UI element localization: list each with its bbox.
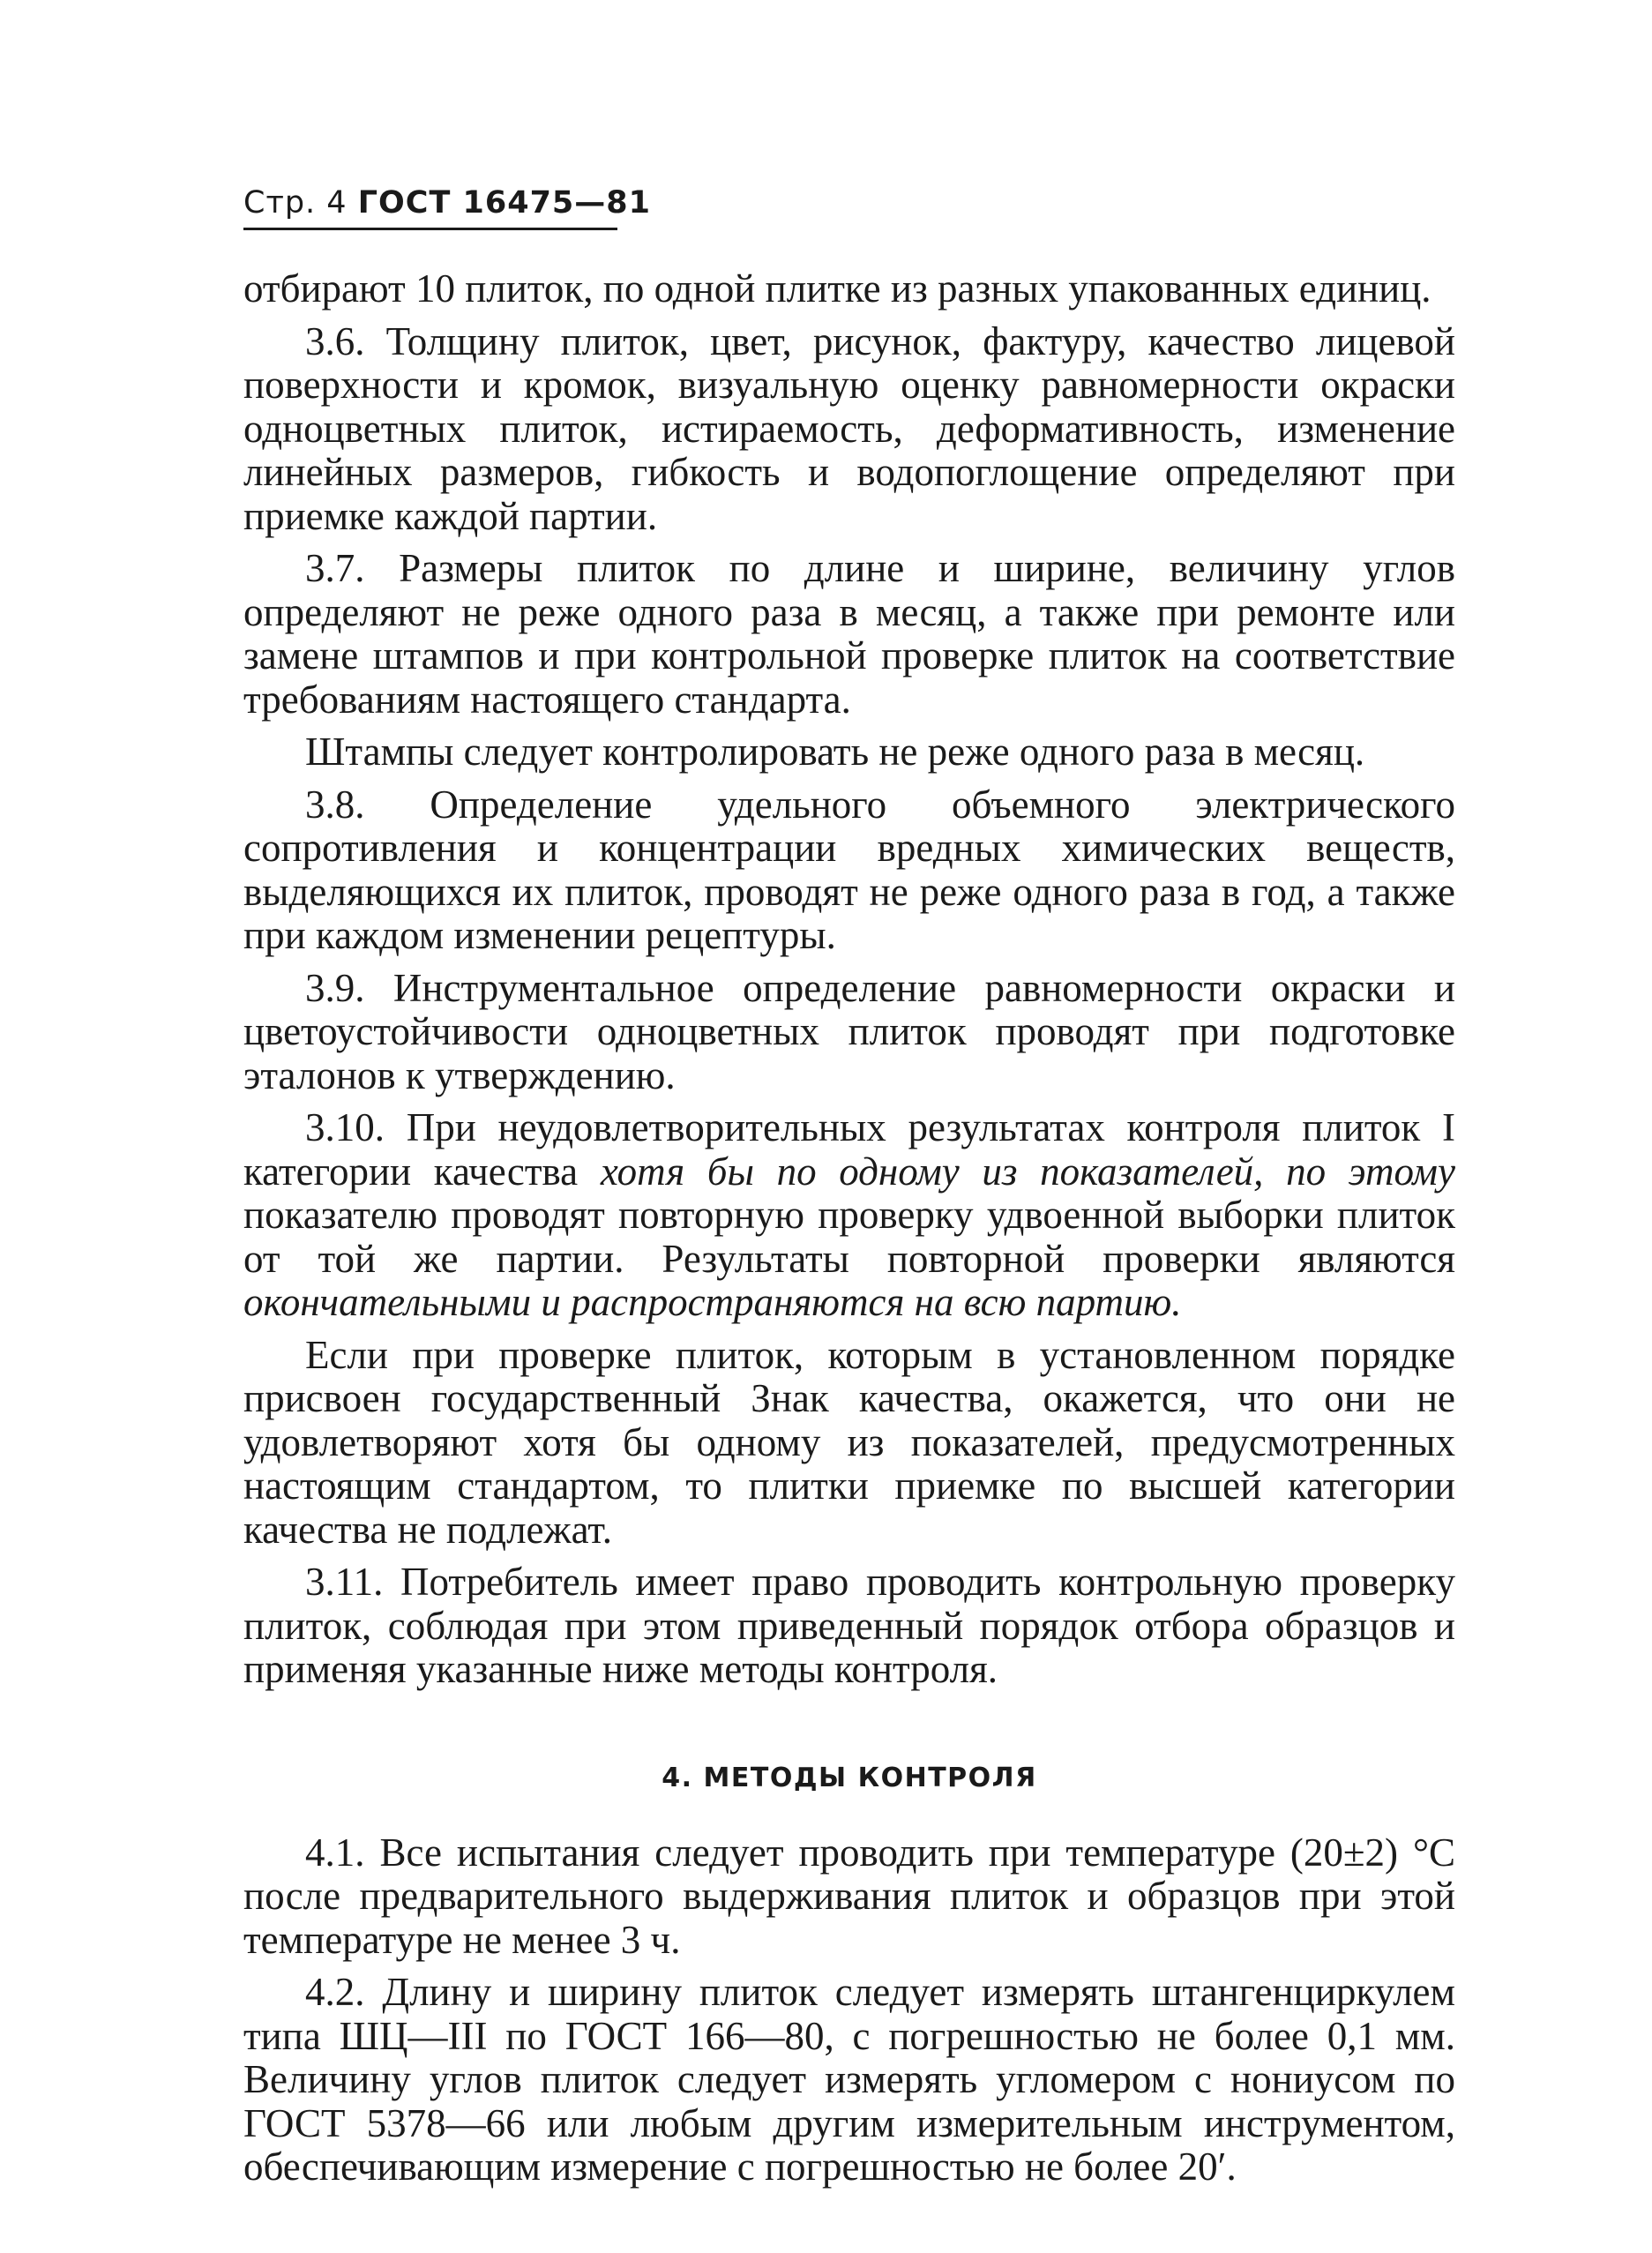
body-text <box>243 267 1455 2198</box>
section-title: 4. МЕТОДЫ КОНТРОЛЯ <box>662 1762 1037 1793</box>
paragraph-3-8: 3.8. Определение удельного объемного электрического сопротивления и концентрации вредных химических веществ, выделяющихся их плиток, проводят не реже одного раза в год, а также при каждом изменении рецептуры. <box>243 782 1455 957</box>
paragraph-continuation: отбирают 10 плиток, по одной плитке из разных упакованных единиц. <box>243 266 1431 311</box>
paragraph-4-2: 4.2. Длину и ширину плиток следует измерять штангенциркулем типа ШЦ—III по ГОСТ 166—80, с погрешностью не более 0,1 мм. Величину углов плиток следует измерять угломером с нониусом по ГОСТ 5378—66 или любым другим измерительным инструментом, обеспечивающим измерение с погрешностью не более 20′. <box>243 1970 1455 2189</box>
paragraph-3-10-italic-b: хотя бы по одному из показателей, по этому <box>600 1149 1455 1194</box>
page-number-label: Стр. 4 <box>243 185 348 221</box>
header-rule <box>243 228 617 230</box>
paragraph-3-10-italic-d: окончательными и распространяются на всю партию. <box>243 1280 1182 1324</box>
paragraph-3-7: 3.7. Размеры плиток по длине и ширине, величину углов определяют не реже одного раза в месяц, а также при ремонте или замене штампов и при контрольной проверке плиток на соответствие требованиям настоящего стандарта. <box>243 546 1455 722</box>
paragraph-quality-mark: Если при проверке плиток, которым в установленном порядке присвоен государственный Знак качества, окажется, что они не удовлетворяют хотя бы одному из показателей, предусмотренных настоящим стандартом, то плитки приемке по высшей категории качества не подлежат. <box>243 1332 1455 1552</box>
paragraph-3-11: 3.11. Потребитель имеет право проводить контрольную проверку плиток, соблюдая при этом приведенный порядок отбора образцов и применяя указанные ниже методы контроля. <box>243 1560 1455 1691</box>
paragraph-3-9: 3.9. Инструментальное определение равномерности окраски и цветоустойчивости одноцветных плиток проводят при подготовке эталонов к утверждению. <box>243 965 1455 1097</box>
standard-code: ГОСТ 16475—81 <box>357 185 651 221</box>
paragraph-3-10-part-a: 3.10. При неудовлетворительных результатах контроля плиток I категории качества <box>243 1105 1455 1194</box>
paragraph-3-6: 3.6. Толщину плиток, цвет, рисунок, фактуру, качество лицевой поверхности и кромок, визуальную оценку равномерности окраски одноцветных плиток, истираемость, деформативность, изменение линейных размеров, гибкость и водопоглощение определяют при приемке каждой партии. <box>243 318 1455 538</box>
paragraph-4-1: 4.1. Все испытания следует проводить при температуре (20±2) °С после предварительного выдерживания плиток и образцов при этой температуре не менее 3 ч. <box>243 1830 1455 1962</box>
paragraph-3-10 <box>243 1106 1455 1325</box>
paragraph-3-10-part-c: показателю проводят повторную проверку удвоенной выборки плиток от той же партии. Результаты повторной проверки являются <box>243 1193 1455 1281</box>
paragraph-stamps-check: Штампы следует контролировать не реже одного раза в месяц. <box>305 730 1365 774</box>
page-header <box>243 183 651 222</box>
